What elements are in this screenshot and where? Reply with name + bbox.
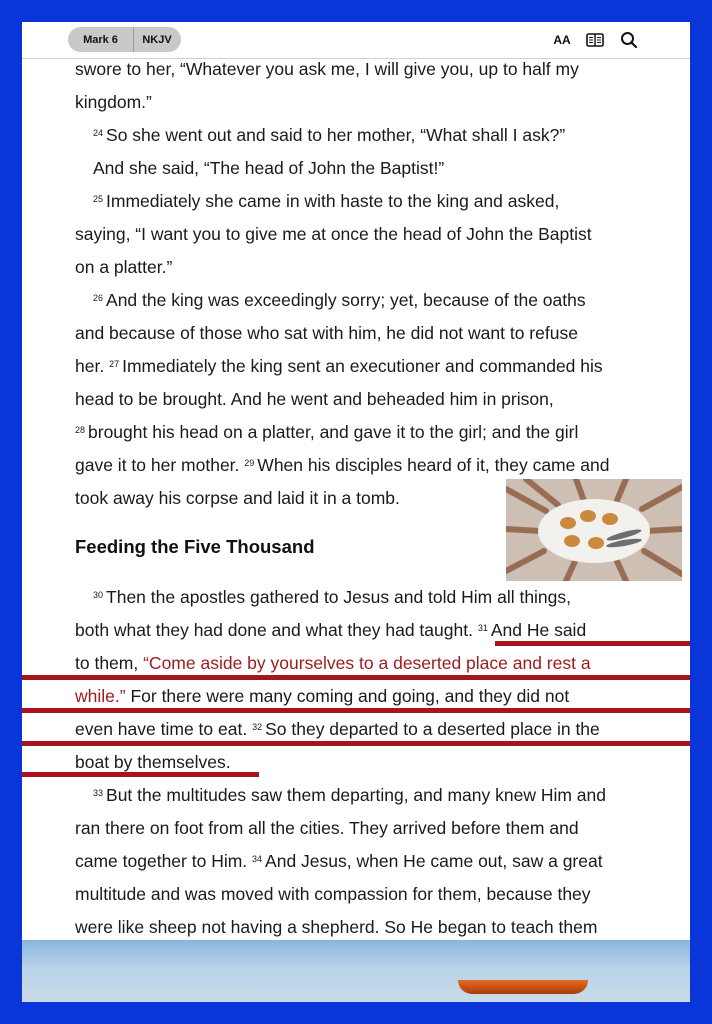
text-line: to them, “Come aside by yourselves to a deserted place and rest a — [75, 653, 591, 673]
verse-34-line: came together to Him. $^{34}$ And Jesus, when He came out, saw a great — [75, 851, 603, 871]
version-button[interactable]: NKJV — [142, 33, 172, 46]
verse-26: $^{26}$ And the king was exceedingly sorry; yet, because of the oaths — [93, 290, 586, 310]
highlight-underline — [22, 708, 690, 713]
highlight-underline — [495, 641, 690, 646]
verse-28: $^{28}$ brought his head on a platter, and gave it to the girl; and the girl — [75, 422, 579, 442]
text-line: while.” For there were many coming and going, and they did not — [75, 686, 570, 706]
verse-29-line: gave it to her mother. $^{29}$ When his disciples heard of it, they came and — [75, 455, 610, 475]
font-size-icon[interactable]: AA — [553, 33, 571, 47]
text-line: kingdom.” — [75, 92, 152, 112]
text-line: ran there on foot from all the cities. They arrived before them and — [75, 818, 579, 838]
search-icon[interactable] — [618, 30, 640, 50]
verse-33: $^{33}$ But the multitudes saw them departing, and many knew Him and — [93, 785, 606, 805]
highlight-underline — [22, 772, 259, 777]
text-line: head to be brought. And he went and beheaded him in prison, — [75, 389, 554, 409]
text-line: boat by themselves. — [75, 752, 231, 772]
highlight-underline — [22, 675, 690, 680]
verse-32-line: even have time to eat. $^{32}$ So they departed to a deserted place in the — [75, 719, 600, 739]
text-line: swore to her, “Whatever you ask me, I will give you, up to half my — [75, 59, 579, 79]
footer-banner-image — [22, 940, 690, 1002]
verse-31-line: both what they had done and what they had taught. $^{31}$ And He said — [75, 620, 587, 640]
highlight-underline — [22, 741, 690, 746]
verse-30: $^{30}$ Then the apostles gathered to Jesus and told Him all things, — [93, 587, 572, 607]
text-line: multitude and was moved with compassion for them, because they — [75, 884, 591, 904]
verse-24: $^{24}$ So she went out and said to her mother, “What shall I ask?” — [93, 125, 566, 145]
text-line: saying, “I want you to give me at once the head of John the Baptist — [75, 224, 592, 244]
section-heading: Feeding the Five Thousand — [75, 536, 315, 557]
text-line: on a platter.” — [75, 257, 173, 277]
text-line: And she said, “The head of John the Baptist!” — [93, 158, 445, 178]
words-of-christ: while.” — [75, 686, 126, 706]
text-line: were like sheep not having a shepherd. So He began to teach them — [75, 917, 598, 937]
boat-graphic — [458, 980, 588, 994]
words-of-christ: “Come aside by yourselves to a deserted place and rest a — [143, 653, 591, 673]
text-line: took away his corpse and laid it in a tomb. — [75, 488, 400, 508]
verse-25: $^{25}$ Immediately she came in with haste to the king and asked, — [93, 191, 560, 211]
verse-27-line: her. $^{27}$ Immediately the king sent an executioner and commanded his — [75, 356, 603, 376]
book-chapter-button[interactable]: Mark 6 — [68, 27, 134, 52]
book-icon[interactable] — [584, 30, 606, 50]
passage-selector[interactable] — [68, 27, 181, 52]
loaves-photo — [506, 479, 682, 581]
text-line: and because of those who sat with him, he did not want to refuse — [75, 323, 578, 343]
reader-page — [22, 22, 690, 1002]
